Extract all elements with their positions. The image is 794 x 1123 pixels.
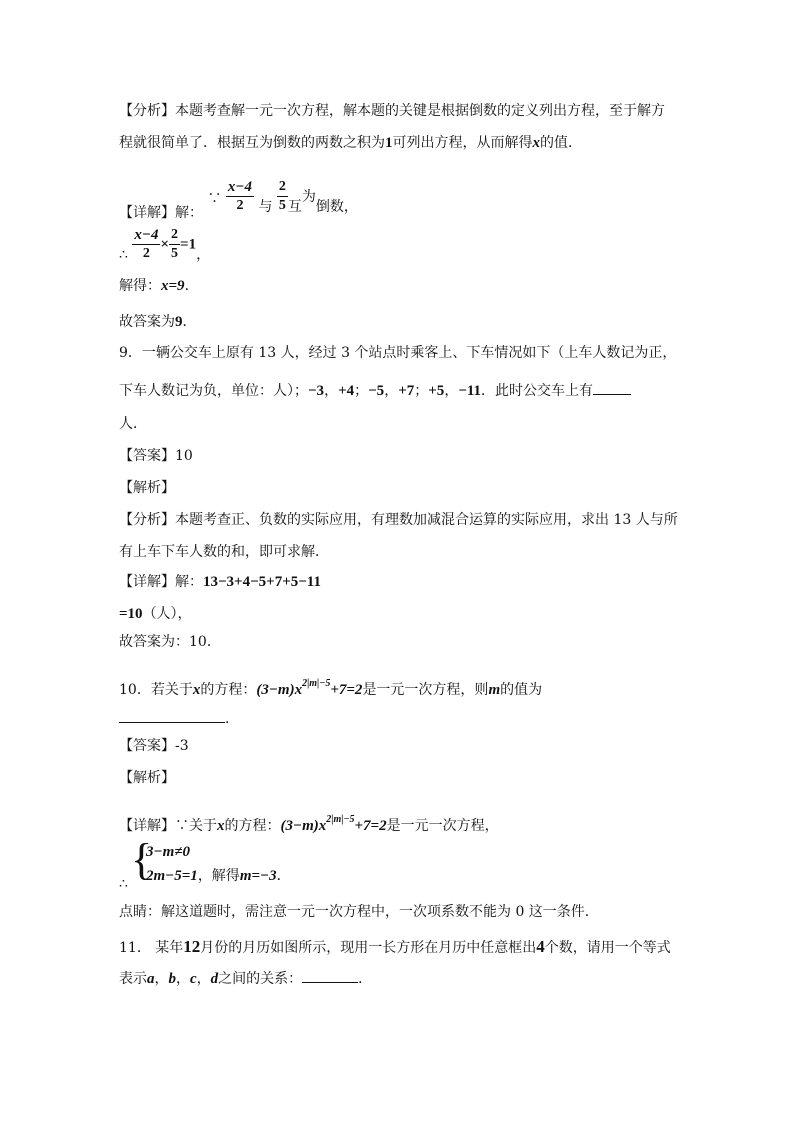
q10-answer: 【答案】-3: [119, 738, 189, 754]
q9-value: −5: [368, 383, 385, 399]
variable-c: c: [190, 971, 197, 987]
q9-result-unit: （人），: [142, 606, 192, 622]
q9-text: ．此时公交车上有: [481, 383, 594, 399]
fraction-x-minus-4-over-2: $\frac{x-4}{2}$: [227, 179, 252, 213]
fraction-2-over-5: $\frac{2}{5}$: [278, 179, 286, 213]
system-eq-1: 3−m≠0: [146, 844, 190, 860]
fraction-x-minus-4-over-2: $\frac{x-4}{2}$: [134, 227, 159, 261]
analysis-text: 的值．: [540, 135, 582, 151]
q10-answer-blank[interactable]: [119, 708, 225, 723]
detail-label: 【详解】解：: [119, 204, 203, 221]
q9-result: [119, 604, 192, 624]
q11-line-1: 11． 某年12月份的月历如图所示，现用一长方形在月历中任意框出4个数，请用一个等式: [119, 937, 671, 956]
q9-answer-blank[interactable]: [593, 380, 631, 395]
q11-line-2: 表示a，b，c，d之间的关系： ．: [119, 968, 372, 989]
q9-value: −3: [308, 383, 325, 399]
q9-result-expression: =10: [119, 606, 143, 622]
q10-solution: m=−3: [239, 868, 277, 884]
q9-detail: [119, 572, 321, 592]
answer-value: 9: [175, 314, 183, 330]
text-daoshu: 倒数，: [315, 198, 358, 215]
number-one: 1: [385, 135, 393, 151]
comma: ，: [196, 246, 211, 263]
solve-expression: x=9: [161, 278, 185, 294]
detail-line-1: [119, 178, 358, 221]
q9-final: 故答案为：10．: [119, 634, 221, 650]
q9-value: +4: [338, 383, 355, 399]
q9-line-1: 9．一辆公交车上原有 13 人，经过 3 个站点时乘客上、下车情况如下（上车人数记为正，: [119, 345, 677, 361]
q10-jiexi: 【解析】: [119, 770, 175, 786]
answer-line: [119, 312, 197, 332]
system-brace: {: [131, 835, 153, 884]
variable-m: m: [488, 682, 501, 698]
therefore-symbol: ∴: [119, 246, 128, 263]
system-eq-2: 2m−5=1，解得m=−3．: [146, 868, 291, 884]
times-symbol: ×: [160, 236, 170, 253]
analysis-text: 程就很简单了．根据互为倒数的两数之积为: [119, 135, 385, 151]
because-symbol: ∵: [207, 190, 222, 207]
q9-value: +5: [428, 383, 445, 399]
q11-answer-blank[interactable]: [302, 968, 358, 983]
analysis-text: 可列出方程，从而解得: [392, 135, 533, 151]
variable-a: a: [147, 971, 155, 987]
q9-value: −11: [458, 383, 482, 399]
q10-line-2: ．: [119, 708, 239, 729]
fraction-2-over-5: $\frac{2}{5}$: [171, 227, 179, 261]
q9-analysis-1: 【分析】本题考查正、负数的实际应用，有理数加减混合运算的实际应用，求出 13 人与所: [119, 512, 678, 528]
q9-jiexi: 【解析】: [119, 480, 175, 496]
text-yu: 与: [258, 198, 273, 215]
period: ．: [182, 314, 197, 330]
q9-line-2: 下车人数记为负，单位：人）；−3，+4；−5，+7；+5，−11．此时公交车上有: [119, 380, 631, 401]
q10-equation: $(3-m)x^{2|m|-5}+7=2$: [256, 678, 363, 698]
solve-label: 解得：: [119, 278, 161, 294]
q9-line-3: 人．: [119, 416, 147, 432]
q9-detail-label: 【详解】解：: [119, 574, 203, 590]
q9-answer: 【答案】10: [119, 448, 193, 464]
q9-detail-expression: 13−3+4−5+7+5−11: [203, 574, 321, 590]
text-wei: 为: [301, 188, 316, 205]
q9-value: +7: [398, 383, 415, 399]
q9-text: 下车人数记为负，单位：人）；: [119, 383, 308, 399]
variable-x: x: [217, 818, 225, 834]
number-12: 12: [183, 937, 201, 956]
variable-b: b: [168, 971, 176, 987]
q10-detail: 【详解】∵关于x的方程：$(3-m)x^{2|m|-5}+7=2$是一元一次方程，: [119, 814, 499, 834]
variable-x: x: [192, 682, 201, 698]
q10-equation: $(3-m)x^{2|m|-5}+7=2$: [280, 814, 387, 834]
q10-line-1: 10．若关于x的方程：$(3-m)x^{2|m|-5}+7=2$是一元一次方程，则m的值为: [119, 678, 543, 698]
variable-d: d: [210, 971, 219, 987]
therefore-symbol: ∴: [119, 876, 128, 892]
q10-note: 点睛：解这道题时，需注意一元一次方程中，一次项系数不能为 0 这一条件．: [119, 904, 599, 920]
analysis-line-1: 【分析】本题考查解一元一次方程，解本题的关键是根据倒数的定义列出方程，至于解方: [119, 103, 665, 119]
q9-analysis-2: 有上车下车人数的和，即可求解．: [119, 544, 329, 560]
answer-label: 故答案为: [119, 314, 175, 330]
number-4: 4: [536, 937, 545, 956]
text-hu: 互: [287, 198, 302, 215]
detail-line-2: [119, 226, 210, 263]
analysis-line-2: [119, 133, 582, 153]
period: ．: [184, 278, 199, 294]
equals-one: =1: [180, 236, 197, 253]
solve-line: [119, 276, 199, 296]
variable-x: x: [532, 135, 540, 151]
